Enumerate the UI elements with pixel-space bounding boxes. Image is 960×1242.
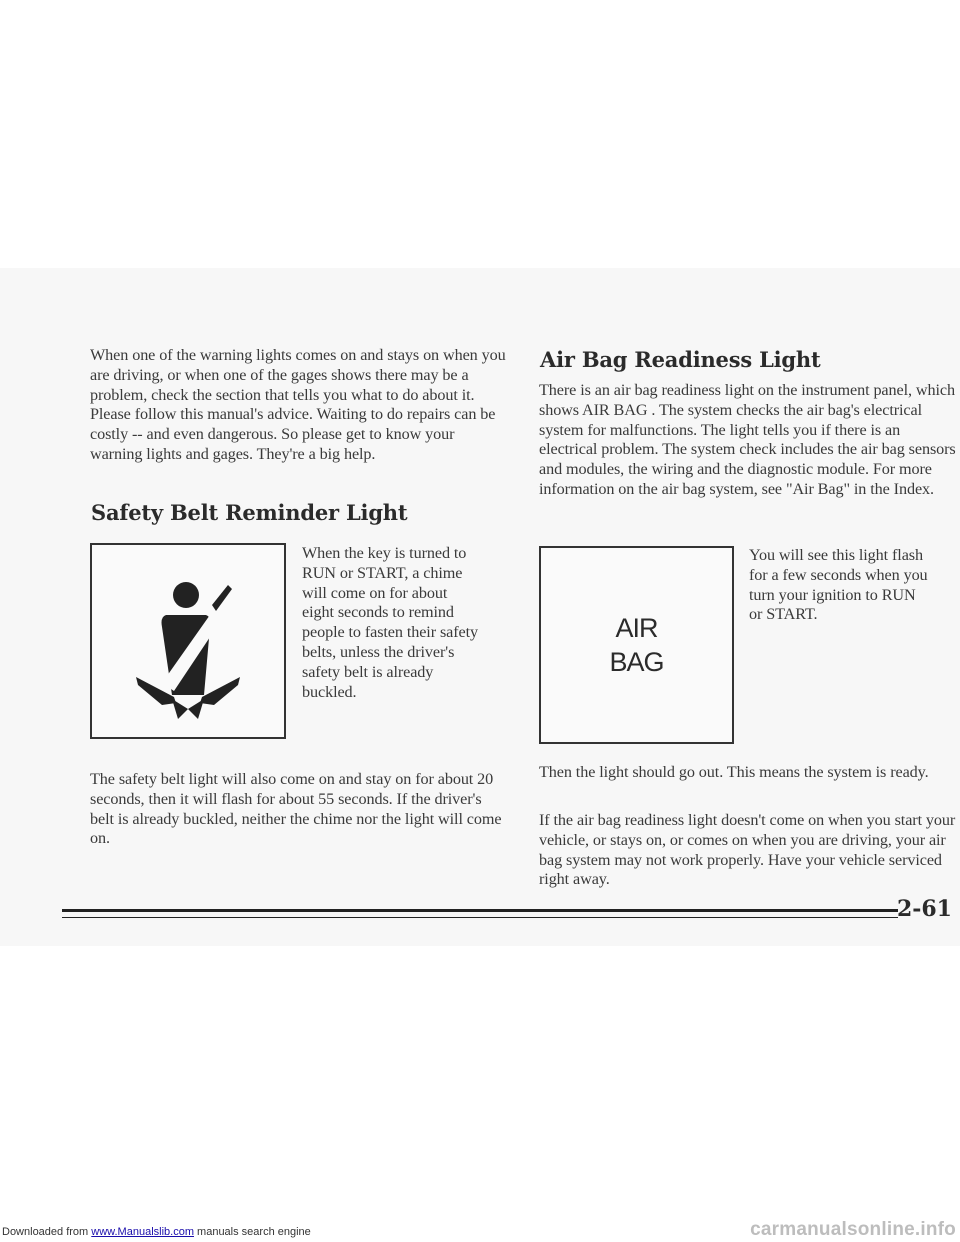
seatbelt-person-icon [92,545,284,737]
air-bag-heading: Air Bag Readiness Light [540,347,821,372]
air-bag-paragraph-1: Then the light should go out. This means the system is ready. [539,763,929,781]
air-bag-symbol-line1: AIR [615,613,658,643]
watermark: carmanualsonline.info [750,1219,956,1240]
intro-paragraph: When one of the warning lights comes on and stays on when you are driving, or when one of the gages shows there may be a problem, check the section that tells you what to do about it. Please follow this manual's advice. Waiting to do repairs can be costly -- and even dangerous. So please get to know your warning lights and gages. They're a big help. [90,346,506,463]
air-bag-paragraph-2: If the air bag readiness light doesn't come on when you start your vehicle, or stays on, or comes on when you are driving, your air bag system may not work properly. Have your vehicle serviced right away. [539,811,956,889]
safety-belt-paragraph: The safety belt light will also come on and stay on for about 20 seconds, then it will flash for about 55 seconds. If the driver's belt is already buckled, neither the chime nor the light will come on. [90,770,502,848]
safety-belt-figure [90,543,286,739]
air-bag-figure-text: You will see this light flash for a few seconds when you turn your ignition to RUN or START. [749,546,928,624]
manualslib-link[interactable]: www.Manualslib.com [91,1226,194,1238]
air-bag-intro-block [539,381,957,500]
air-bag-symbol-line2: BAG [609,647,664,677]
air-bag-paragraph-2-block [539,811,957,890]
safety-belt-figure-text: When the key is turned to RUN or START, a chime will come on for about eight seconds to remind people to fasten their safety belts, unless the driver's safety belt is already buckled. [302,544,478,701]
footer-rule-thin [62,917,898,918]
air-bag-figure [539,546,734,744]
footer-suffix: manuals search engine [193,1226,311,1238]
air-bag-intro: There is an air bag readiness light on the instrument panel, which shows AIR BAG . The system checks the air bag's electrical system for malfunctions. The light tells you if there is an electrical problem. The system check includes the air bag sensors and modules, the wiring and the diagnostic module. For more information on the air bag system, see "Air Bag" in the Index. [539,381,956,498]
footer-rule-thick [62,909,898,912]
safety-belt-heading: Safety Belt Reminder Light [91,500,408,525]
left-column [90,346,508,465]
footer-prefix: Downloaded from [2,1226,92,1238]
safety-belt-paragraph-block [90,770,508,849]
air-bag-figure-text-block [749,546,929,625]
air-bag-paragraph-1-block [539,763,957,783]
download-footer [2,1226,311,1238]
page-number: 2-61 [896,896,952,922]
safety-belt-figure-text-block [302,544,482,702]
